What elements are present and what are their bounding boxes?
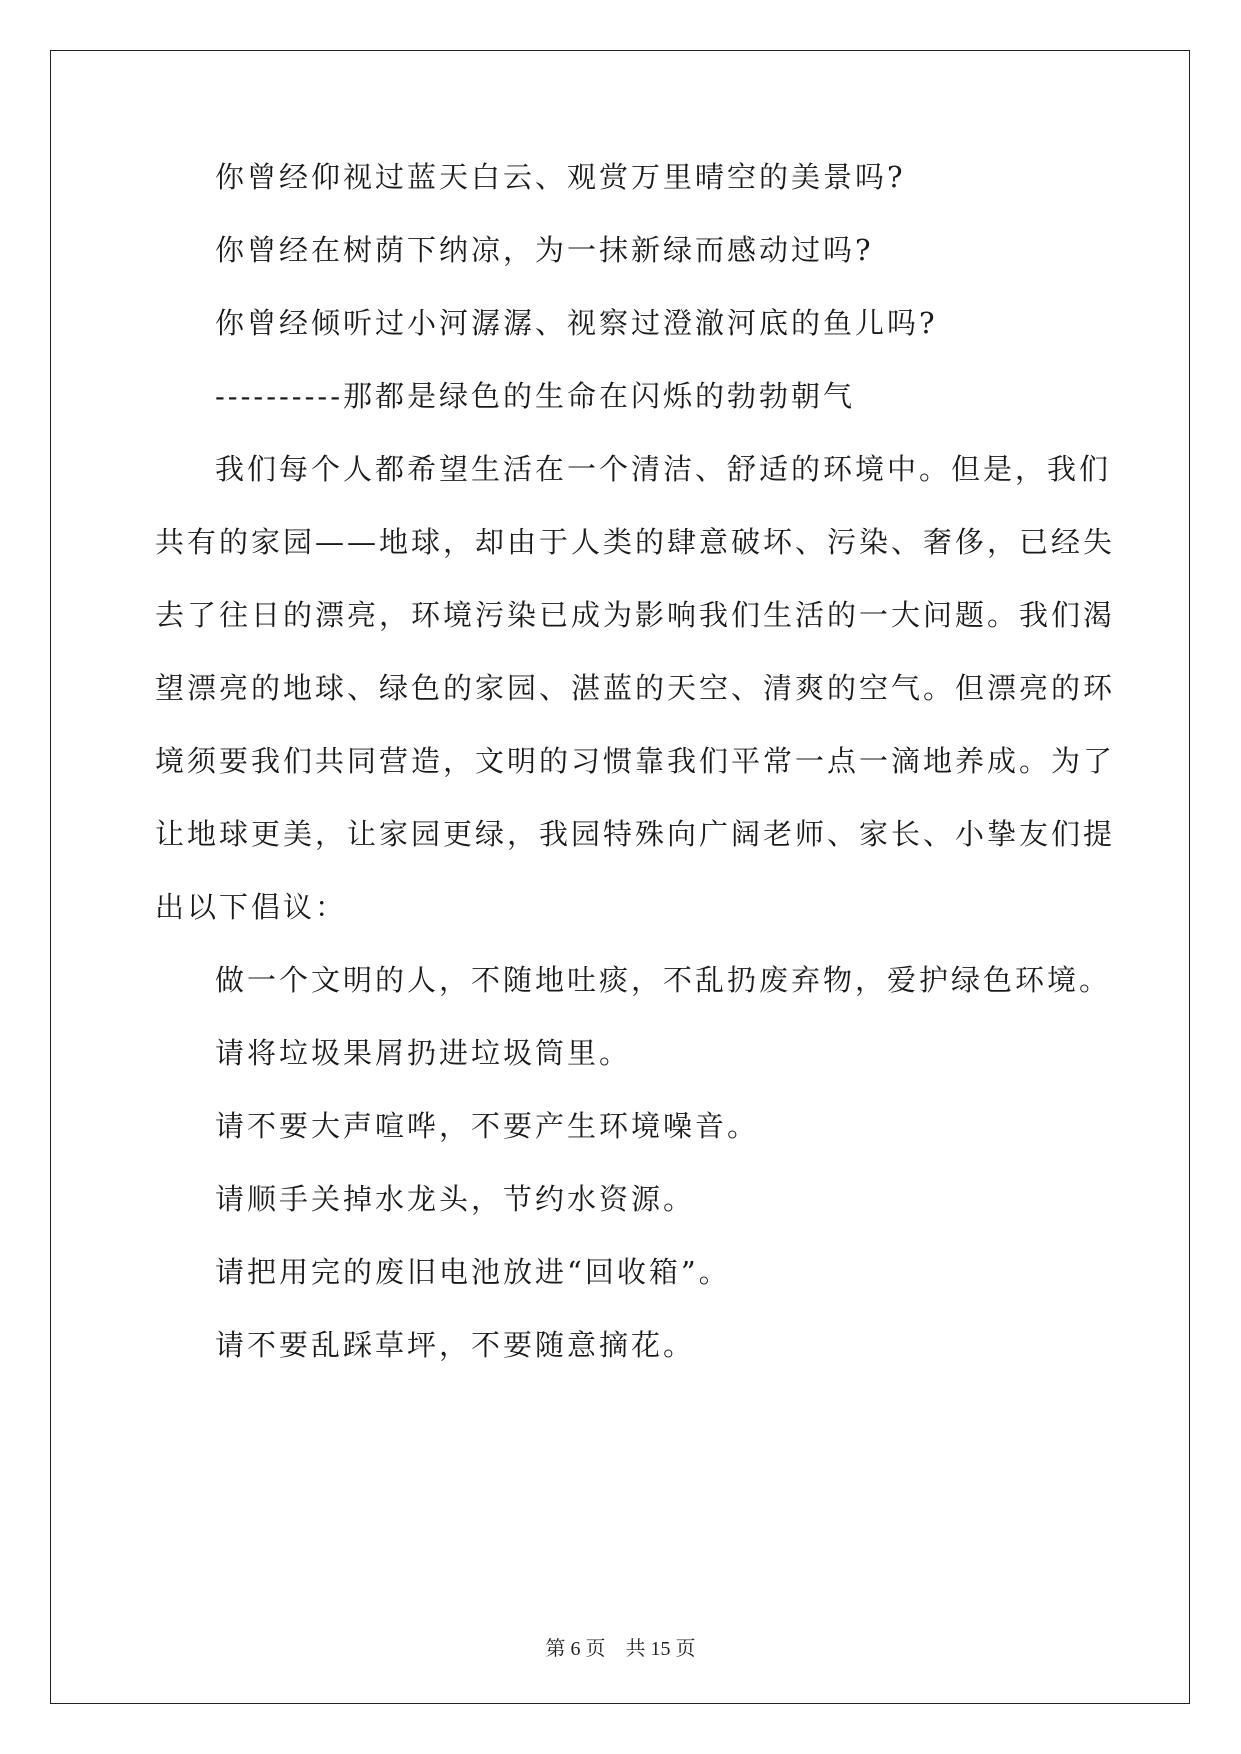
proposal-item: 请不要大声喧哗，不要产生环境噪音。 — [215, 1109, 760, 1143]
main-paragraph-line: 望漂亮的地球、绿色的家园、湛蓝的天空、清爽的空气。但漂亮的环 — [155, 671, 1116, 705]
main-paragraph-line: 去了往日的漂亮，环境污染已成为影响我们生活的一大问题。我们渴 — [155, 598, 1116, 632]
proposal-item: 做一个文明的人，不随地吐痰，不乱扔废弃物，爱护绿色环境。 — [215, 963, 1112, 997]
main-paragraph-line: 让地球更美，让家园更绿，我园特殊向广阔老师、家长、小挚友们提 — [155, 817, 1116, 851]
main-paragraph-line: 我们每个人都希望生活在一个清洁、舒适的环境中。但是，我们 — [215, 452, 1112, 486]
paragraph-answer: ----------那都是绿色的生命在闪烁的勃勃朝气 — [215, 379, 855, 413]
paragraph-question-3: 你曾经倾听过小河潺潺、视察过澄澈河底的鱼儿吗? — [215, 306, 938, 340]
page-frame — [50, 50, 1190, 1704]
paragraph-question-1: 你曾经仰视过蓝天白云、观赏万里晴空的美景吗? — [215, 160, 906, 194]
proposal-item: 请将垃圾果屑扔进垃圾筒里。 — [215, 1036, 632, 1070]
proposal-item: 请不要乱踩草坪，不要随意摘花。 — [215, 1328, 696, 1362]
main-paragraph-line: 境须要我们共同营造，文明的习惯靠我们平常一点一滴地养成。为了 — [155, 744, 1116, 778]
page-number-footer: 第 6 页 共 15 页 — [545, 1638, 696, 1660]
paragraph-question-2: 你曾经在树荫下纳凉，为一抹新绿而感动过吗? — [215, 233, 874, 267]
main-paragraph-line: 共有的家园——地球，却由于人类的肆意破坏、污染、奢侈，已经失 — [155, 525, 1116, 559]
main-paragraph-line: 出以下倡议： — [155, 890, 348, 924]
proposal-item: 请把用完的废旧电池放进“回收箱”。 — [215, 1255, 731, 1289]
proposal-item: 请顺手关掉水龙头，节约水资源。 — [215, 1182, 696, 1216]
